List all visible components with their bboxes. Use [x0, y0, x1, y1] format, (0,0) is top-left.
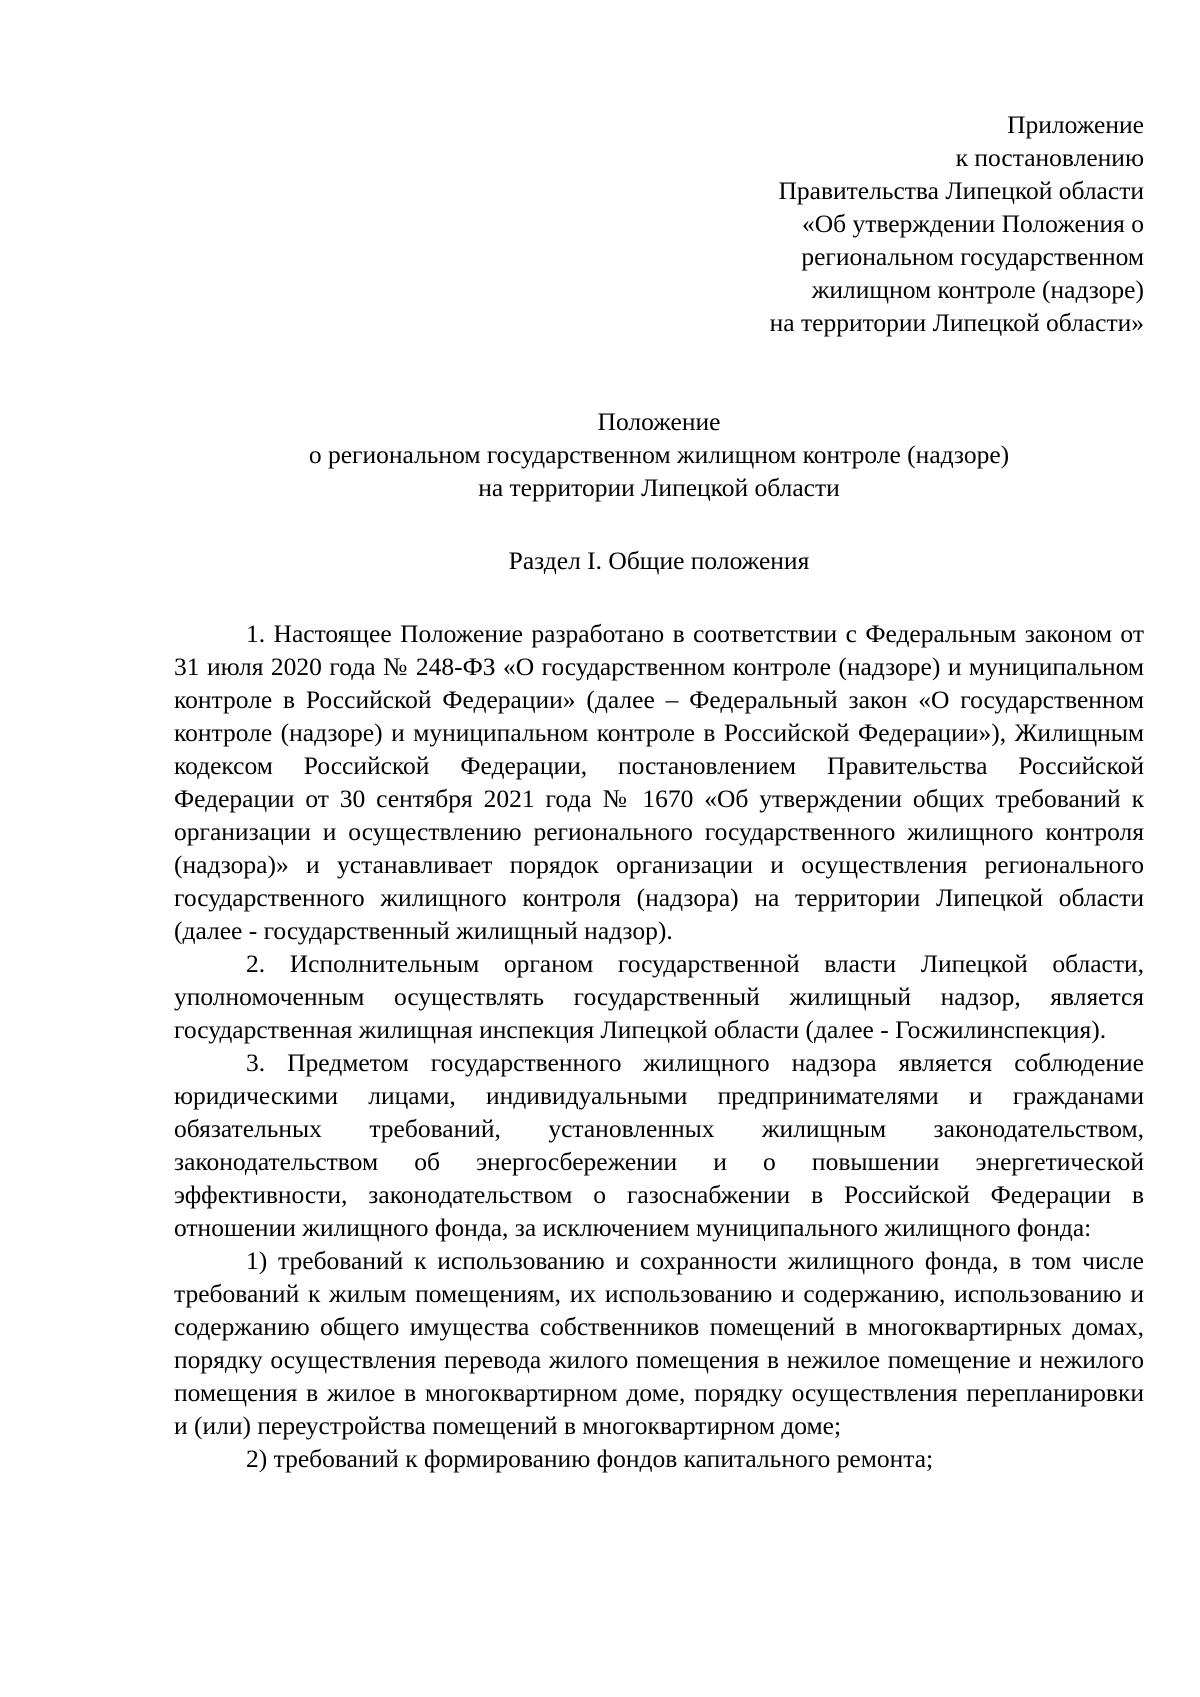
subparagraph-1: 1) требований к использованию и сохранности жилищного фонда, в том числе требований к жилым помещениям, их использованию и содержанию, использованию и содержанию общего имущества собственников помещений в многоквартирных домах, порядку осуществления перевода жилого помещения в нежилое помещение и нежилого помещения в жилое в многоквартирном доме, порядку осуществления перепланировки и (или) переустройства помещений в многоквартирном доме; — [174, 1246, 1144, 1440]
section-heading: Раздел I. Общие положения — [508, 546, 810, 575]
paragraph-3: 3. Предметом государственного жилищного надзора является соблюдение юридическими лицами, индивидуальными предпринимателями и гражданами обязательных требований, установленных жилищным законодательством, законодательством об энергосбережении и о повышении энергетической эффективности, законодательством о газоснабжении в Российской Федерации в отношении жилищного фонда, за исключением муниципального жилищного фонда: — [174, 1048, 1144, 1242]
document-page — [174, 108, 1144, 1475]
appendix-line: Правительства Липецкой области — [778, 176, 1144, 205]
title-line: о региональном государственном жилищном контроле (надзоре) — [308, 440, 1010, 469]
appendix-header — [174, 108, 1144, 339]
paragraph-2: 2. Исполнительным органом государственной власти Липецкой области, уполномоченным осуществлять государственный жилищный надзор, является государственная жилищная инспекция Липецкой области (далее - Госжилинспекция). — [174, 949, 1144, 1044]
appendix-line: региональном государственном — [801, 242, 1144, 271]
subparagraph-2: 2) требований к формированию фондов капитального ремонта; — [246, 1444, 934, 1473]
title-line: Положение — [597, 407, 721, 436]
appendix-line: жилищном контроле (надзоре) — [811, 275, 1144, 304]
document-body — [174, 617, 1144, 1475]
title-line: на территории Липецкой области — [478, 473, 840, 502]
paragraph-1: 1. Настоящее Положение разработано в соответствии с Федеральным законом от 31 июля 2020 года № 248-ФЗ «О государственном контроле (надзоре) и муниципальном контроле в Российской Федерации» (далее – Федеральный закон «О государственном контроле (надзоре) и муниципальном контроле в Российской Федерации»), Жилищным кодексом Российской Федерации, постановлением Правительства Российской Федерации от 30 сентября 2021 года № 1670 «Об утверждении общих требований к организации и осуществлению регионального государственного жилищного контроля (надзора)» и устанавливает порядок организации и осуществления регионального государственного жилищного контроля (надзора) на территории Липецкой области (далее - государственный жилищный надзор). — [174, 619, 1144, 945]
appendix-line: Приложение — [1007, 110, 1144, 139]
document-title — [174, 405, 1144, 504]
appendix-line: к постановлению — [955, 143, 1144, 172]
appendix-line: на территории Липецкой области» — [769, 308, 1144, 337]
appendix-line: «Об утверждении Положения о — [801, 209, 1144, 238]
